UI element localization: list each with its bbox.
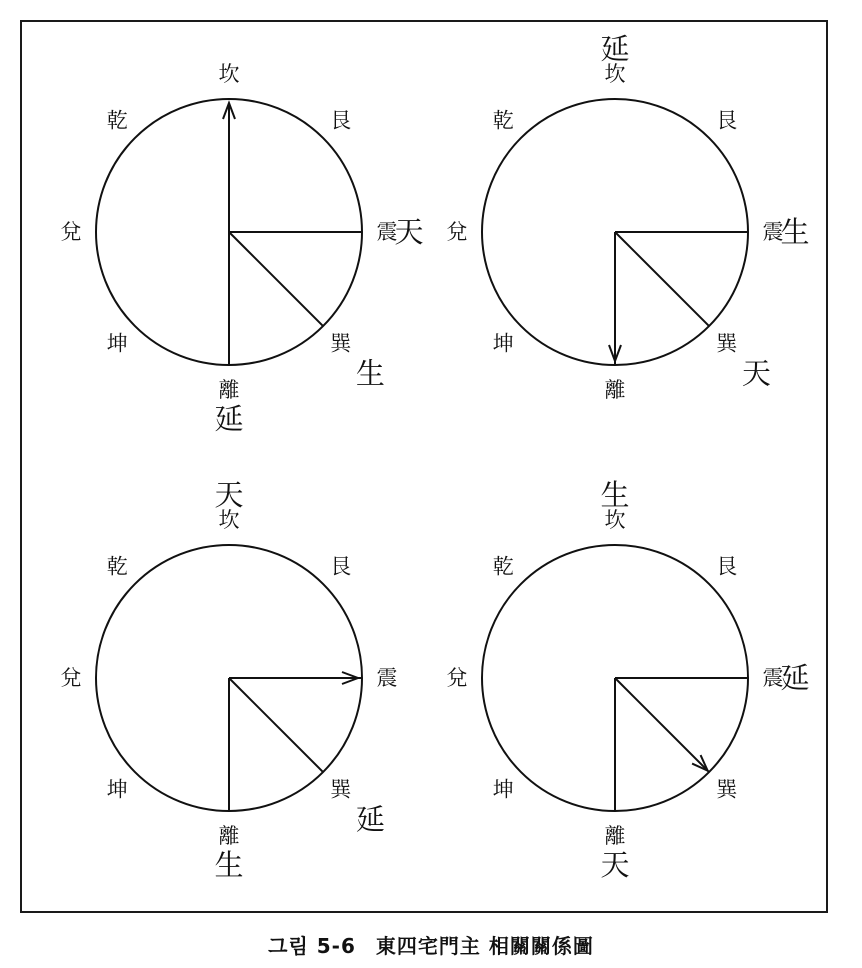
- trigram-dui: 兌: [446, 220, 468, 244]
- star-label-kan: 天: [214, 478, 244, 512]
- star-label-xun: 生: [355, 356, 385, 391]
- star-label-kan: 延: [600, 32, 630, 66]
- figure-label: 그림 5-6: [268, 934, 356, 958]
- trigram-kun: 坤: [106, 777, 128, 802]
- star-label-xun: 天: [741, 356, 771, 391]
- trigram-zhen: 震: [762, 666, 784, 690]
- trigram-dui: 兌: [446, 666, 468, 690]
- trigram-qian: 乾: [106, 108, 128, 133]
- trigram-kan: 坎: [218, 62, 240, 86]
- trigram-kan: 坎: [604, 62, 626, 86]
- star-label-zhen: 延: [780, 661, 810, 695]
- trigram-li: 離: [218, 378, 240, 402]
- trigram-li: 離: [604, 824, 626, 848]
- trigram-gen: 艮: [330, 108, 352, 133]
- trigram-gen: 艮: [716, 554, 738, 579]
- trigram-dui: 兌: [60, 666, 82, 690]
- trigram-kan: 坎: [604, 508, 626, 532]
- trigram-gen: 艮: [330, 554, 352, 579]
- diagram-1: [61, 62, 424, 436]
- figure-title: 東四宅門主 相關關係圖: [375, 934, 594, 958]
- star-label-li: 生: [214, 848, 244, 882]
- trigram-qian: 乾: [492, 554, 514, 579]
- star-label-li: 天: [600, 848, 630, 882]
- diagram-4: [447, 478, 810, 882]
- diagram-3: [61, 478, 398, 882]
- trigram-kun: 坤: [492, 331, 514, 356]
- trigram-qian: 乾: [106, 554, 128, 579]
- star-label-li: 延: [214, 402, 244, 436]
- line-xun: [615, 678, 709, 772]
- star-label-xun: 延: [355, 802, 385, 837]
- line-xun: [229, 232, 323, 326]
- trigram-xun: 巽: [716, 331, 738, 356]
- trigram-gen: 艮: [716, 108, 738, 133]
- trigram-zhen: 震: [376, 220, 398, 244]
- trigram-kan: 坎: [218, 508, 240, 532]
- trigram-zhen: 震: [376, 666, 398, 690]
- star-label-kan: 生: [600, 478, 630, 512]
- figure-caption: [0, 930, 862, 959]
- diagram-2: [447, 32, 810, 402]
- trigram-xun: 巽: [330, 777, 352, 802]
- trigram-li: 離: [604, 378, 626, 402]
- trigram-li: 離: [218, 824, 240, 848]
- trigram-xun: 巽: [330, 331, 352, 356]
- line-xun: [229, 678, 323, 772]
- star-label-zhen: 生: [780, 215, 810, 249]
- line-xun: [615, 232, 709, 326]
- trigram-xun: 巽: [716, 777, 738, 802]
- trigram-dui: 兌: [60, 220, 82, 244]
- star-label-zhen: 天: [394, 215, 424, 249]
- trigram-kun: 坤: [106, 331, 128, 356]
- trigram-zhen: 震: [762, 220, 784, 244]
- trigram-kun: 坤: [492, 777, 514, 802]
- trigram-qian: 乾: [492, 108, 514, 133]
